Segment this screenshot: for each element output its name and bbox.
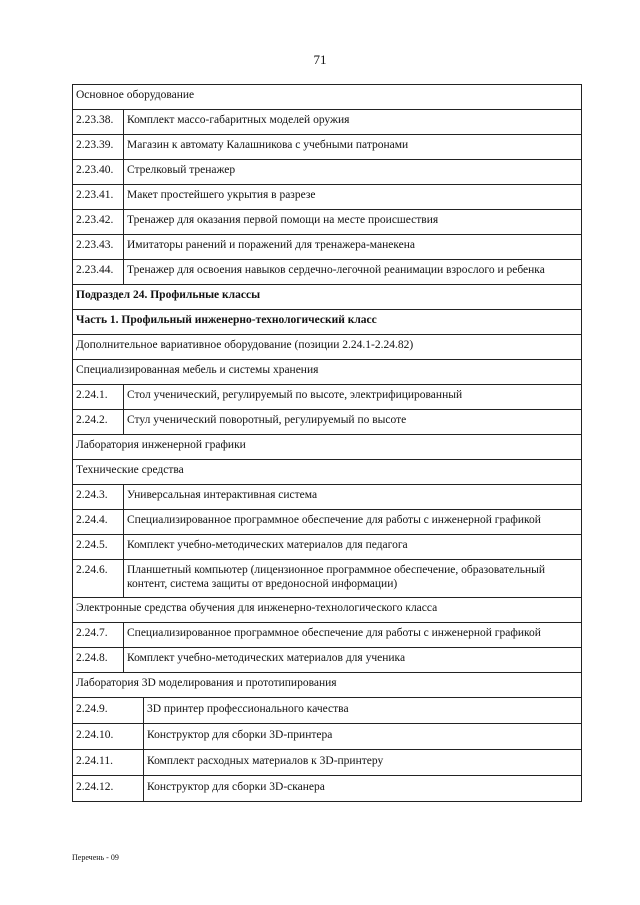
item-description: Стул ученический поворотный, регулируемый по высоте: [124, 410, 582, 435]
table-row: [73, 210, 582, 235]
item-number: 2.24.6.: [73, 560, 124, 598]
table-row: [73, 110, 582, 135]
table-row: [73, 410, 582, 435]
table-row: [73, 260, 582, 285]
wide-row-cell: [73, 750, 582, 776]
item-number: 2.24.7.: [73, 623, 124, 648]
table-row: [73, 485, 582, 510]
group-header-row: [73, 360, 582, 385]
item-description: Тренажер для освоения навыков сердечно-легочной реанимации взрослого и ребенка: [124, 260, 582, 285]
item-description: 3D принтер профессионального качества: [147, 703, 349, 715]
group-header: Лаборатория инженерной графики: [73, 435, 582, 460]
group-header-row: [73, 435, 582, 460]
wide-row: [73, 698, 581, 723]
item-number: 2.24.10.: [73, 724, 144, 749]
item-description: Комплект учебно-методических материалов для педагога: [124, 535, 582, 560]
table-row: [73, 776, 582, 802]
table-row: [73, 724, 582, 750]
group-header: Электронные средства обучения для инженерно-технологического класса: [73, 598, 582, 623]
wide-row: [73, 776, 581, 801]
wide-row-table: [73, 750, 581, 775]
wide-row-cell: [73, 698, 582, 724]
group-header-row: [73, 335, 582, 360]
table-row: [73, 623, 582, 648]
group-header-row: [73, 598, 582, 623]
table-row: [73, 135, 582, 160]
wide-row-table: [73, 724, 581, 749]
table-row: [73, 750, 582, 776]
item-number: 2.23.40.: [73, 160, 124, 185]
item-description: Комплект учебно-методических материалов для ученика: [124, 648, 582, 673]
table-row: [73, 160, 582, 185]
equipment-table: [72, 84, 582, 802]
page-number: 71: [313, 52, 327, 67]
item-number: 2.24.11.: [73, 750, 144, 775]
item-description: Стол ученический, регулируемый по высоте, электрифицированный: [124, 385, 582, 410]
item-number: 2.23.43.: [73, 235, 124, 260]
table-row: [73, 535, 582, 560]
table-row: [73, 560, 582, 598]
item-number: 2.23.42.: [73, 210, 124, 235]
item-number: 2.24.3.: [73, 485, 124, 510]
table-row: [73, 185, 582, 210]
table-row: [73, 698, 582, 724]
item-number: 2.24.5.: [73, 535, 124, 560]
item-description: Специализированное программное обеспечение для работы с инженерной графикой: [124, 623, 582, 648]
item-description: Стрелковый тренажер: [124, 160, 582, 185]
item-number: 2.24.9.: [73, 698, 144, 723]
item-number: 2.23.41.: [73, 185, 124, 210]
section-title: Подраздел 24. Профильные классы: [73, 285, 582, 310]
item-description: Конструктор для сборки 3D-сканера: [147, 781, 325, 793]
section-title-row: [73, 285, 582, 310]
item-description: Планшетный компьютер (лицензионное программное обеспечение, образовательный контент, система защиты от вредоносной информации): [124, 560, 582, 598]
item-number: 2.23.38.: [73, 110, 124, 135]
group-header: Основное оборудование: [73, 85, 582, 110]
table-row: [73, 648, 582, 673]
group-header: Лаборатория 3D моделирования и прототипирования: [73, 673, 582, 698]
group-header: Технические средства: [73, 460, 582, 485]
group-header: Специализированная мебель и системы хранения: [73, 360, 582, 385]
item-number: 2.24.1.: [73, 385, 124, 410]
group-header-row: [73, 85, 582, 110]
wide-row: [73, 724, 581, 749]
group-header-row: [73, 673, 582, 698]
wide-row-cell: [73, 724, 582, 750]
item-number: 2.23.44.: [73, 260, 124, 285]
item-number: 2.24.12.: [73, 776, 144, 801]
item-description: Тренажер для оказания первой помощи на месте происшествия: [124, 210, 582, 235]
table-row: [73, 235, 582, 260]
item-description: Макет простейшего укрытия в разрезе: [124, 185, 582, 210]
group-header-row: [73, 460, 582, 485]
wide-row-table: [73, 698, 581, 723]
item-description: Специализированное программное обеспечение для работы с инженерной графикой: [124, 510, 582, 535]
item-description: Комплект массо-габаритных моделей оружия: [124, 110, 582, 135]
item-description: Магазин к автомату Калашникова с учебными патронами: [124, 135, 582, 160]
wide-row-table: [73, 776, 581, 801]
item-number: 2.24.8.: [73, 648, 124, 673]
item-number: 2.24.4.: [73, 510, 124, 535]
wide-row-cell: [73, 776, 582, 802]
equipment-table-body: [73, 85, 582, 802]
item-description: Универсальная интерактивная система: [124, 485, 582, 510]
footer-label: Перечень - 09: [72, 853, 119, 862]
table-row: [73, 385, 582, 410]
section-title: Часть 1. Профильный инженерно-технологический класс: [73, 310, 582, 335]
item-number: 2.24.2.: [73, 410, 124, 435]
wide-row: [73, 750, 581, 775]
section-title-row: [73, 310, 582, 335]
item-description: Имитаторы ранений и поражений для тренажера-манекена: [124, 235, 582, 260]
item-description: Конструктор для сборки 3D-принтера: [147, 729, 333, 741]
group-header: Дополнительное вариативное оборудование (позиции 2.24.1-2.24.82): [73, 335, 582, 360]
item-number: 2.23.39.: [73, 135, 124, 160]
table-row: [73, 510, 582, 535]
item-description: Комплект расходных материалов к 3D-принтеру: [147, 755, 384, 767]
